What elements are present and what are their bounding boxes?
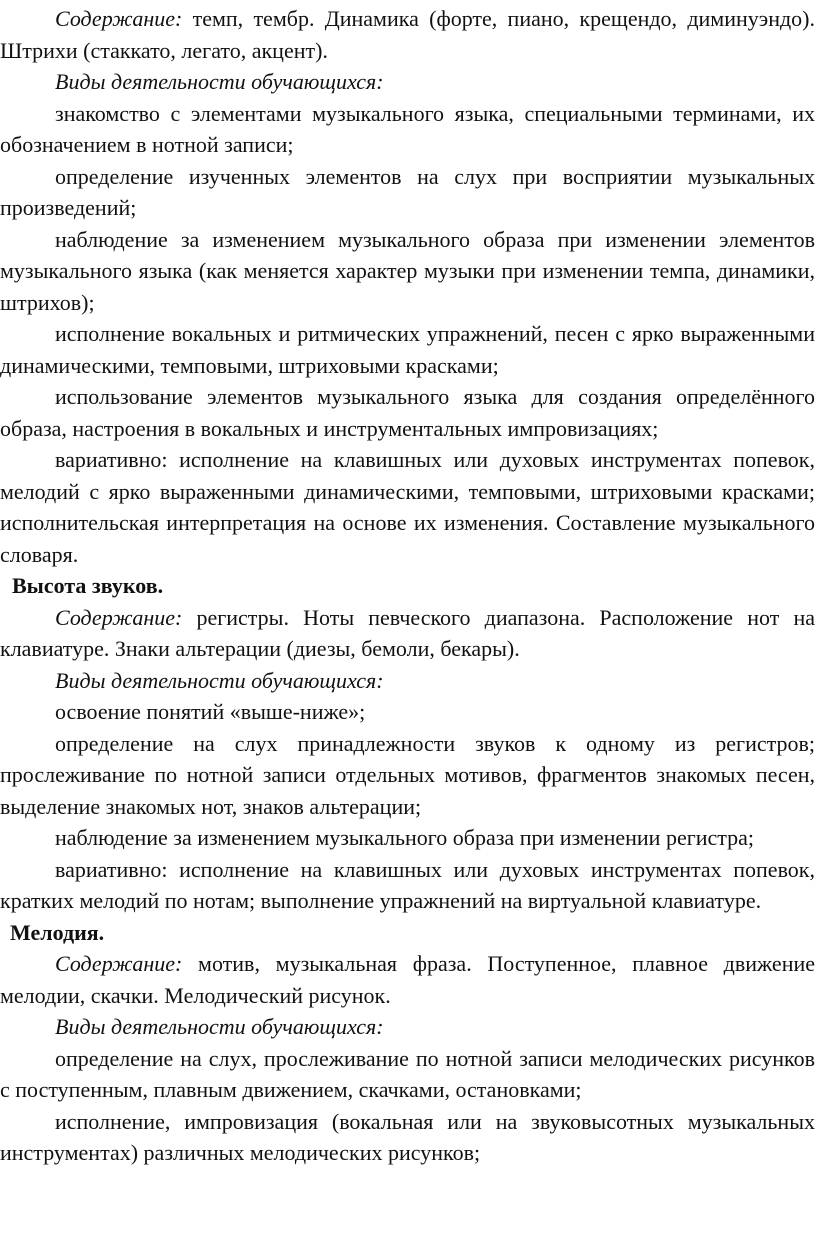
activities-label: Виды деятельности обучающихся:: [55, 1014, 384, 1039]
document-page: [0, 3, 815, 1169]
activity-item: исполнение, импровизация (вокальная или на звуковысотных музыкальных инструментах) различных мелодических рисунков;: [0, 1108, 815, 1165]
content-label: Содержание:: [55, 604, 183, 630]
content-label: Содержание:: [55, 6, 183, 31]
activity-item: определение изученных элементов на слух при восприятии музыкальных произведений;: [0, 163, 815, 220]
content-paragraph: [0, 602, 815, 665]
activity-item: вариативно: исполнение на клавишных или духовых инструментах попевок, кратких мелодий по нотам; выполнение упражнений на виртуальной клавиатуре.: [0, 856, 815, 913]
activity-item: использование элементов музыкального языка для создания определённого образа, настроения в вокальных и инструментальных импровизациях;: [0, 384, 815, 441]
activities-label: Виды деятельности обучающихся:: [55, 69, 384, 94]
activity-item: исполнение вокальных и ритмических упражнений, песен с ярко выраженными динамическими, темповыми, штриховыми красками;: [0, 321, 815, 378]
content-text: регистры. Ноты певческого диапазона. Расположение нот на клавиатуре. Знаки альтерации (диезы, бемоли, бекары).: [0, 604, 815, 661]
content-label: Содержание:: [55, 951, 183, 976]
activity-item: знакомство с элементами музыкального языка, специальными терминами, их обозначением в нотной записи;: [0, 100, 815, 157]
activity-item: определение на слух, прослеживание по нотной записи мелодических рисунков с поступенным, плавным движением, скачками, остановками;: [0, 1045, 815, 1102]
activity-item: освоение понятий «выше-ниже»;: [55, 699, 366, 724]
activity-item: определение на слух принадлежности звуков к одному из регистров; прослеживание по нотной записи отдельных мотивов, фрагментов знакомых песен, выделение знакомых нот, знаков альтерации;: [0, 730, 815, 819]
activities-label: Виды деятельности обучающихся:: [55, 667, 384, 693]
content-paragraph: [0, 948, 815, 1011]
activity-item: вариативно: исполнение на клавишных или духовых инструментах попевок, мелодий с ярко выраженными динамическими, темповыми, штриховыми красками; исполнительская интерпретация на основе их изменения. Составление музыкального словаря.: [0, 447, 815, 567]
content-text: мотив, музыкальная фраза. Поступенное, плавное движение мелодии, скачки. Мелодический рисунок.: [0, 951, 815, 1008]
content-text: темп, тембр. Динамика (форте, пиано, крещендо, диминуэндо). Штрихи (стаккато, легато, акцент).: [0, 6, 815, 63]
activity-item: наблюдение за изменением музыкального образа при изменении регистра;: [55, 825, 755, 850]
section-heading: Высота звуков.: [12, 573, 164, 598]
section-heading: Мелодия.: [10, 919, 105, 945]
content-paragraph: [0, 3, 815, 66]
activity-item: наблюдение за изменением музыкального образа при изменении элементов музыкального языка (как меняется характер музыки при изменении темпа, динамики, штрихов);: [0, 226, 815, 315]
